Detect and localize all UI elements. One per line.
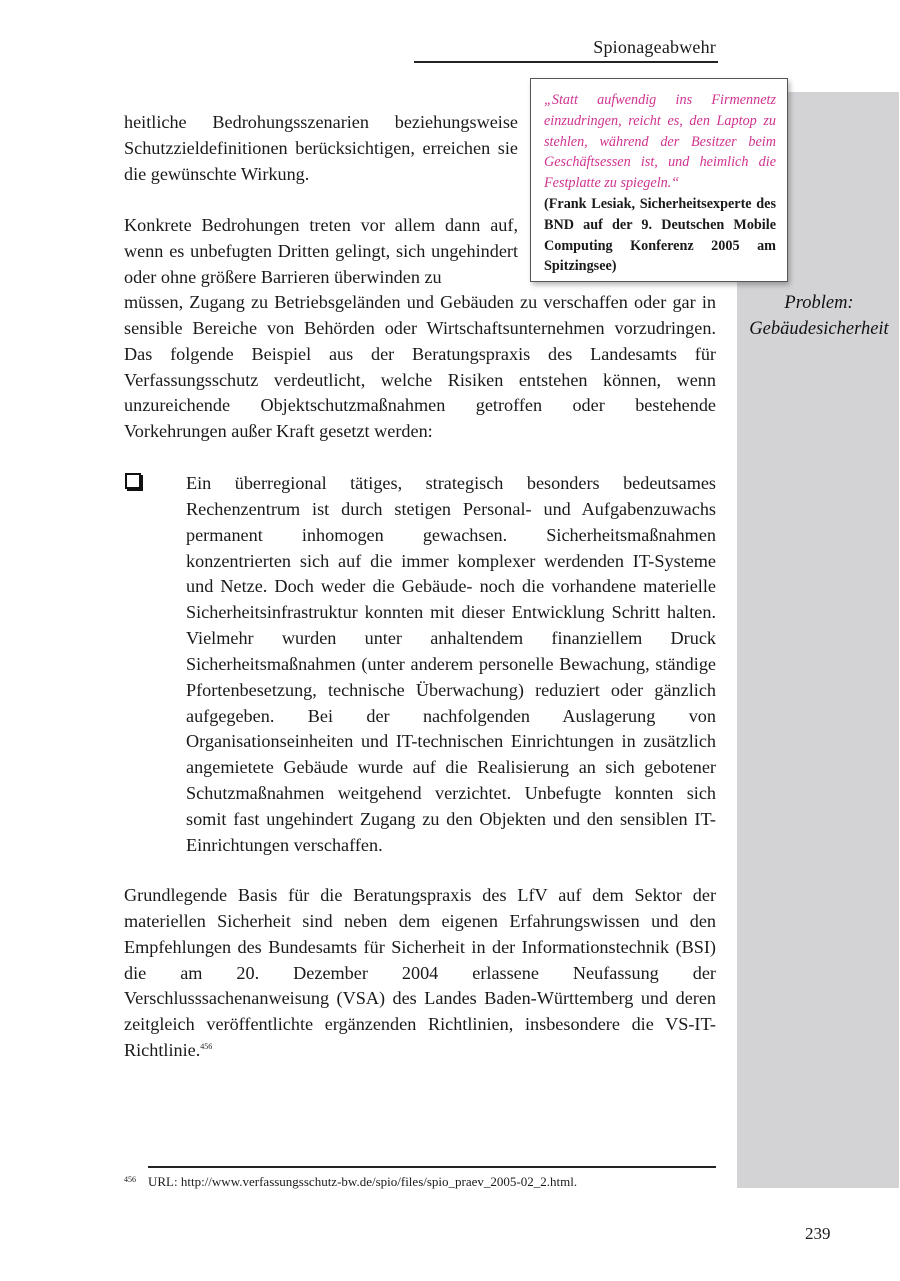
bullet-example: Ein überregional tätiges, strategisch besonders bedeutsames Rechenzentrum ist durch stetigen Personal- und Aufgabenzuwachs permanent inhomogen gewachsen. Sicherheitsmaßnahmen konzentrierten sich auf die immer komplexer werdenden IT-Systeme und Netze. Doch weder die Gebäude- noch die vorhandene materielle Sicherheitsinfrastruktur konnten mit dieser Entwicklung Schritt halten. Vielmehr wurden unter anhaltendem finanziellem Druck Sicherheitsmaßnahmen (unter anderem personelle Bewachung, ständige Pfortenbesetzung, technische Überwachung) reduziert oder gänzlich aufgegeben. Bei der nachfolgenden Auslagerung von Organisationseinheiten und IT-technischen Einrichtungen in zusätzlich angemietete Gebäude wurde auf die Realisierung an sich gebotener Schutzmaßnahmen weitgehend verzichtet. Unbefugte konnten sich somit fast ungehindert Zugang zu den Objekten und den sensiblen IT-Einrichtungen verschaffen. bbox=[186, 473, 716, 855]
paragraph-intro: heitliche Bedrohungsszenarien beziehungsweise Schutzzieldefinitionen berücksichtigen, erreichen sie die gewünschte Wirkung. bbox=[124, 112, 518, 184]
page-number: 239 bbox=[805, 1224, 831, 1243]
quote-box bbox=[530, 78, 788, 282]
footnote-number: 456 bbox=[124, 1175, 136, 1184]
running-header: Spionageabwehr bbox=[593, 37, 716, 57]
margin-note: Problem: Gebäudesicherheit bbox=[749, 293, 889, 339]
paragraph-basis bbox=[124, 883, 716, 1064]
footnote-text: URL: http://www.verfassungsschutz-bw.de/spio/files/spio_praev_2005-02_2.html. bbox=[148, 1174, 578, 1189]
paragraph-threats-start: Konkrete Bedrohungen treten vor allem dann auf, wenn es unbefugten Dritten gelingt, sich ungehindert oder ohne größere Barrieren überwinden zu bbox=[124, 215, 518, 287]
footnote-rule bbox=[148, 1166, 716, 1168]
quote-text: „Statt aufwendig ins Firmennetz einzudringen, reicht es, den Laptop zu stehlen, während der Besitzer beim Geschäftsessen ist, und heimlich die Festplatte zu spiegeln.“ bbox=[544, 92, 776, 192]
quote-source: (Frank Lesiak, Sicherheitsexperte des BND auf der 9. Deutschen Mobile Computing Konferenz 2005 am Spitzingsee) bbox=[544, 195, 776, 275]
header-rule bbox=[414, 61, 718, 63]
paragraph-threats-end: müssen, Zugang zu Betriebsgeländen und Gebäuden zu verschaffen oder gar in sensible Bereiche von Behörden oder Wirtschaftsunternehmen vorzudringen. Das folgende Beispiel aus der Beratungspraxis des Landesamts für Verfassungsschutz verdeutlicht, welche Risiken entstehen können, wenn unzureichende Objektschutzmaßnahmen getroffen oder bestehende Vorkehrungen außer Kraft gesetzt werden: bbox=[124, 292, 716, 442]
checkbox-bullet-icon bbox=[125, 473, 141, 489]
footnote-reference[interactable]: 456 bbox=[200, 1042, 213, 1052]
paragraph-basis-text: Grundlegende Basis für die Beratungspraxis des LfV auf dem Sektor der materiellen Sicherheit sind neben dem eigenen Erfahrungswissen und den Empfehlungen des Bundesamts für Sicherheit in der Informationstechnik (BSI) die am 20. Dezember 2004 erlassene Neufassung der Verschlusssachenanweisung (VSA) des Landes Baden-Württemberg und deren zeitgleich veröffentlichte ergänzenden Richtlinien, insbesondere die VS-IT-Richtlinie. bbox=[124, 885, 716, 1061]
